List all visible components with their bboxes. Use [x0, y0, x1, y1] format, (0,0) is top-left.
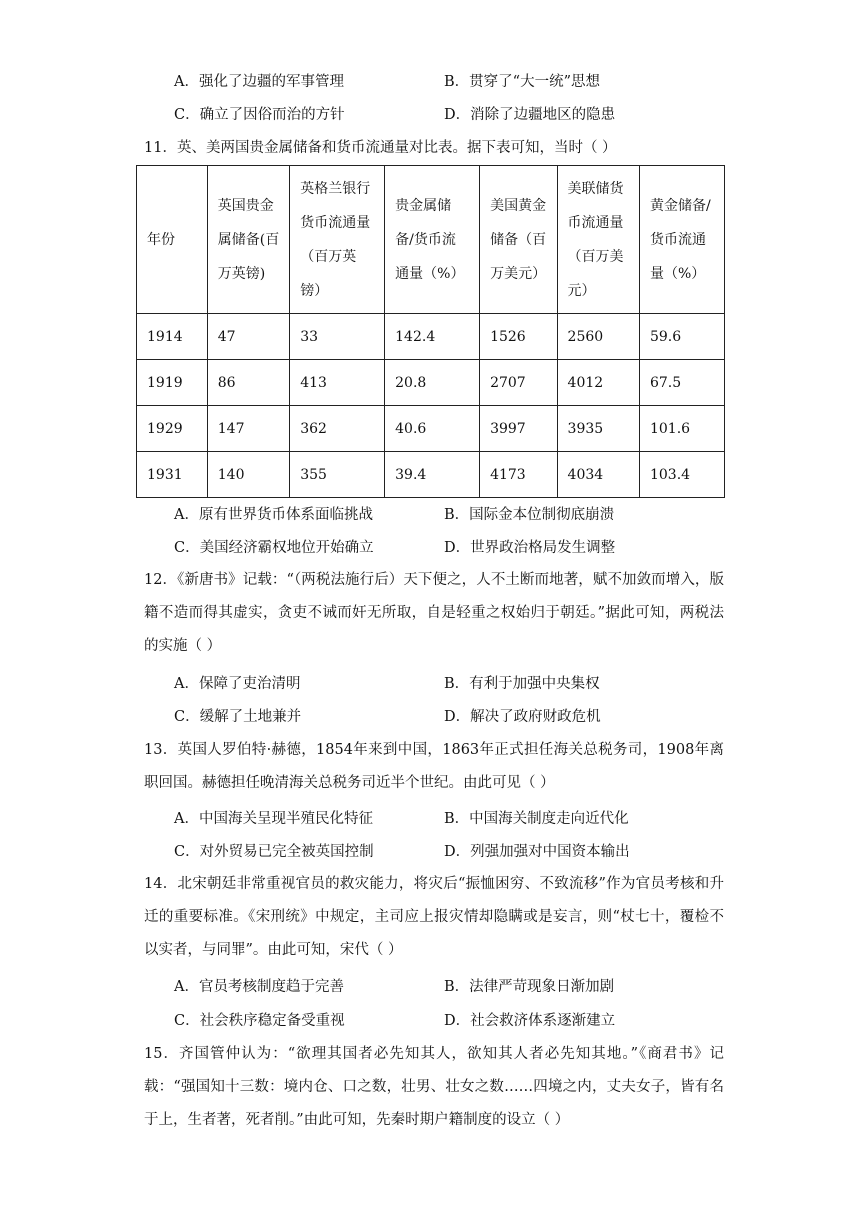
table-row	[137, 360, 725, 406]
table-header-cell: 英格兰银行货币流通量（百万英镑）	[290, 166, 385, 314]
table-cell: 67.5	[639, 360, 724, 406]
q14-option-a[interactable]: A．官员考核制度趋于完善	[174, 979, 344, 995]
q11-stem: 11．英、美两国贵金属储备和货币流通量对比表。据下表可知，当时（ ）	[144, 140, 617, 156]
question-11	[144, 132, 724, 165]
q14-options-row-2	[174, 1010, 774, 1032]
q10-option-a[interactable]: A．强化了边疆的军事管理	[174, 74, 344, 90]
question-14	[144, 868, 724, 967]
table-header-cell: 黄金储备/货币流通量（%）	[639, 166, 724, 314]
question-15	[144, 1038, 724, 1137]
q13-option-c[interactable]: C．对外贸易已完全被英国控制	[174, 844, 374, 860]
table-cell: 147	[207, 406, 289, 452]
table-cell: 413	[290, 360, 385, 406]
q12-option-b[interactable]: B．有利于加强中央集权	[444, 676, 600, 692]
q13-stem: 13．英国人罗伯特·赫德，1854年来到中国，1863年正式担任海关总税务司，1908年离职回国。赫德担任晚清海关总税务司近半个世纪。由此可见（ ）	[144, 742, 724, 791]
q13-option-d[interactable]: D．列强加强对中国资本输出	[444, 844, 630, 860]
q12-option-a[interactable]: A．保障了吏治清明	[174, 676, 301, 692]
q13-options-row-1	[174, 808, 774, 830]
table-cell: 101.6	[639, 406, 724, 452]
q11-option-d[interactable]: D．世界政治格局发生调整	[444, 540, 616, 556]
q11-options-row-2	[174, 537, 774, 559]
table-cell: 20.8	[385, 360, 480, 406]
q10-option-b[interactable]: B．贯穿了“大一统”思想	[444, 74, 600, 90]
q12-option-c[interactable]: C．缓解了土地兼并	[174, 709, 302, 725]
table-cell: 142.4	[385, 314, 480, 360]
q11-options-row-1	[174, 504, 774, 526]
table-cell: 86	[207, 360, 289, 406]
q14-options-row-1	[174, 976, 774, 998]
q11-option-c[interactable]: C．美国经济霸权地位开始确立	[174, 540, 374, 556]
q14-option-c[interactable]: C．社会秩序稳定备受重视	[174, 1013, 345, 1029]
table-row	[137, 314, 725, 360]
q10-options-row-1	[174, 71, 774, 93]
table-cell: 1914	[137, 314, 208, 360]
table-cell: 2560	[557, 314, 639, 360]
table-cell: 2707	[480, 360, 557, 406]
table-cell: 4173	[480, 452, 557, 498]
table-cell: 355	[290, 452, 385, 498]
q13-options-row-2	[174, 841, 774, 863]
reserves-table	[136, 165, 725, 498]
table-row	[137, 452, 725, 498]
table-cell: 362	[290, 406, 385, 452]
question-12	[144, 564, 724, 663]
table-header-cell: 美国黄金储备（百万美元）	[480, 166, 557, 314]
table-cell: 4034	[557, 452, 639, 498]
table-cell: 3997	[480, 406, 557, 452]
table-cell: 1526	[480, 314, 557, 360]
q14-stem: 14．北宋朝廷非常重视官员的救灾能力，将灾后“振恤困穷、不致流移”作为官员考核和升迁的重要标准。《宋刑统》中规定，主司应上报灾情却隐瞒或是妄言，则“杖七十，覆检不以实者，与同罪”。由此可知，宋代（ ）	[144, 876, 724, 958]
table-cell: 140	[207, 452, 289, 498]
table-header-cell: 贵金属储备/货币流通量（%）	[385, 166, 480, 314]
q12-options-row-1	[174, 673, 774, 695]
q13-option-a[interactable]: A．中国海关呈现半殖民化特征	[174, 811, 373, 827]
table-header-cell: 年份	[137, 166, 208, 314]
q11-option-b[interactable]: B．国际金本位制彻底崩溃	[444, 507, 615, 523]
table-cell: 1929	[137, 406, 208, 452]
q10-option-c[interactable]: C．确立了因俗而治的方针	[174, 107, 345, 123]
q10-option-d[interactable]: D．消除了边疆地区的隐患	[444, 107, 616, 123]
table-cell: 47	[207, 314, 289, 360]
table-cell: 1931	[137, 452, 208, 498]
q12-stem: 12．《新唐书》记载：“（两税法施行后）天下便之，人不土断而地著，赋不加敛而增入，版籍不造而得其虚实，贪吏不诫而奸无所取，自是轻重之权始归于朝廷。”据此可知，两税法的实施（ ）	[144, 572, 724, 654]
table-cell: 3935	[557, 406, 639, 452]
table-cell: 40.6	[385, 406, 480, 452]
q14-option-b[interactable]: B．法律严苛现象日渐加剧	[444, 979, 615, 995]
q11-option-a[interactable]: A．原有世界货币体系面临挑战	[174, 507, 373, 523]
question-13	[144, 734, 724, 800]
q10-options-row-2	[174, 104, 774, 126]
table-cell: 59.6	[639, 314, 724, 360]
q15-stem: 15．齐国管仲认为：“欲理其国者必先知其人，欲知其人者必先知其地。”《商君书》记载：“强国知十三数：境内仓、口之数，壮男、壮女之数……四境之内，丈夫女子，皆有名于上，生者著，死者削。”由此可知，先秦时期户籍制度的设立（ ）	[144, 1046, 724, 1128]
table-cell: 33	[290, 314, 385, 360]
q12-option-d[interactable]: D．解决了政府财政危机	[444, 709, 601, 725]
q13-option-b[interactable]: B．中国海关制度走向近代化	[444, 811, 629, 827]
table-header-cell: 英国贵金属储备(百万英镑)	[207, 166, 289, 314]
table-row	[137, 406, 725, 452]
table-cell: 4012	[557, 360, 639, 406]
q14-option-d[interactable]: D．社会救济体系逐渐建立	[444, 1013, 616, 1029]
table-cell: 1919	[137, 360, 208, 406]
table-header-row	[137, 166, 725, 314]
q12-options-row-2	[174, 706, 774, 728]
table-cell: 39.4	[385, 452, 480, 498]
table-cell: 103.4	[639, 452, 724, 498]
table-header-cell: 美联储货币流通量（百万美元）	[557, 166, 639, 314]
